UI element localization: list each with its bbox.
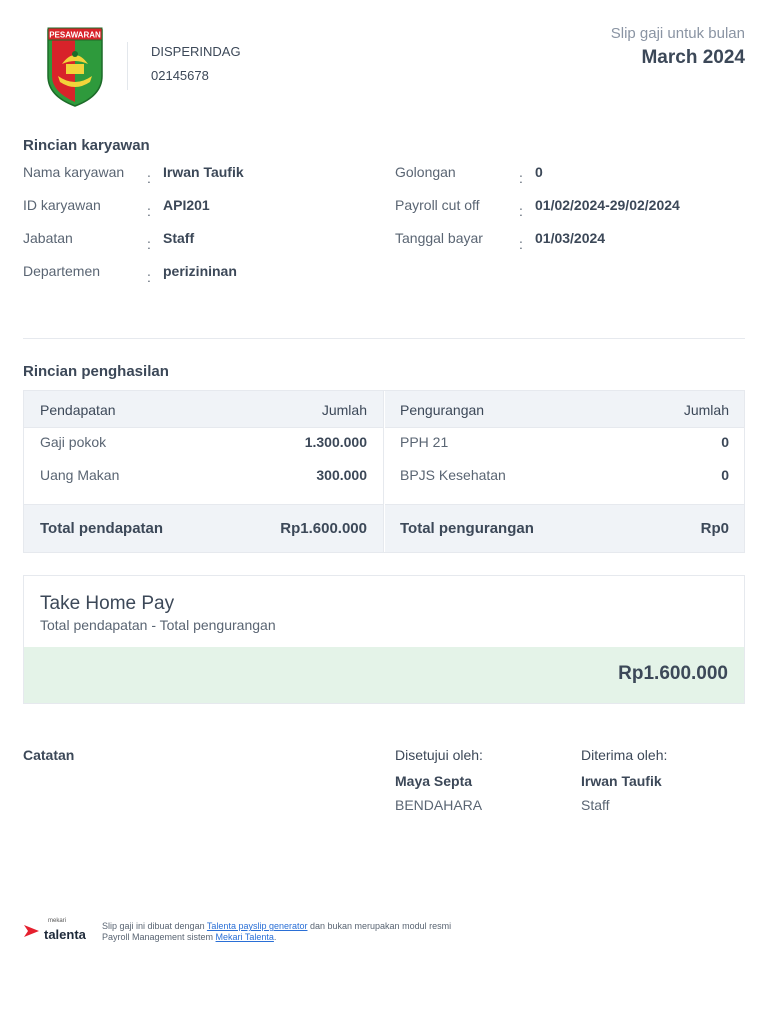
deductions-total-label: Total pengurangan [400, 520, 534, 537]
org-name: DISPERINDAG [151, 44, 241, 59]
pay-date-label: Tanggal bayar [395, 230, 483, 246]
approved-by-role: BENDAHARA [395, 797, 483, 813]
colon: : [147, 203, 151, 219]
earnings-column [24, 391, 384, 552]
footer-disclaimer [102, 921, 462, 943]
colon: : [519, 170, 523, 186]
deductions-row-value: 0 [721, 434, 729, 450]
header-divider [127, 42, 128, 90]
earnings-row-label: Gaji pokok [40, 434, 107, 450]
slip-period [611, 25, 745, 70]
take-home-pay-amount: Rp1.600.000 [618, 663, 728, 684]
received-by-role: Staff [581, 797, 610, 813]
earnings-row [24, 431, 383, 455]
earnings-row-value: 300.000 [316, 467, 367, 483]
footer-brand-small: mekari [48, 918, 67, 924]
approved-by-name: Maya Septa [395, 773, 473, 789]
department-value: perizininan [163, 263, 237, 279]
mekari-talenta-link[interactable]: Mekari Talenta [215, 932, 274, 942]
deductions-header-label: Pengurangan [400, 402, 485, 418]
earnings-total-label: Total pendapatan [40, 520, 164, 537]
earnings-row-value: 1.300.000 [304, 434, 367, 450]
earnings-row-label: Uang Makan [40, 467, 120, 483]
colon: : [147, 269, 151, 285]
earnings-header-amount: Jumlah [321, 402, 367, 418]
earnings-row [24, 464, 383, 488]
earnings-total-value: Rp1.600.000 [280, 520, 367, 537]
payroll-cutoff-label: Payroll cut off [395, 197, 480, 213]
deductions-total [385, 504, 744, 552]
svg-text:PESAWARAN: PESAWARAN [49, 30, 101, 40]
slip-month: March 2024 [641, 47, 745, 68]
colon: : [519, 203, 523, 219]
position-label: Jabatan [23, 230, 73, 246]
footer-text-2: dan bukan merupakan modul resmi Payroll Management sistem [102, 921, 452, 942]
talenta-payslip-generator-link[interactable]: Talenta payslip generator [206, 921, 308, 931]
payroll-cutoff-value: 01/02/2024-29/02/2024 [535, 197, 680, 213]
take-home-pay-subtitle: Total pendapatan - Total pengurangan [40, 617, 276, 633]
grade-label: Golongan [395, 164, 456, 180]
org-id: 02145678 [151, 68, 209, 83]
employee-id-label: ID karyawan [23, 197, 101, 213]
slip-label: Slip gaji untuk bulan [610, 25, 745, 42]
colon: : [519, 236, 523, 252]
pay-date-value: 01/03/2024 [535, 230, 606, 246]
income-section-title: Rincian penghasilan [23, 363, 169, 380]
colon: : [147, 170, 151, 186]
employee-id-value: API201 [163, 197, 210, 213]
footer-brand: talenta [44, 927, 86, 942]
position-value: Staff [163, 230, 195, 246]
earnings-total [24, 504, 383, 552]
department-label: Departemen [23, 263, 101, 279]
take-home-pay-title: Take Home Pay [40, 593, 175, 614]
take-home-pay-card [23, 575, 745, 704]
deductions-total-value: Rp0 [700, 520, 729, 537]
employee-name-value: Irwan Taufik [163, 164, 244, 180]
deductions-column [385, 391, 744, 552]
notes-label: Catatan [23, 747, 75, 763]
grade-value: 0 [535, 164, 543, 180]
colon: : [147, 236, 151, 252]
section-divider [23, 338, 745, 339]
footer-text-3: . [273, 932, 277, 942]
employee-section-title: Rincian karyawan [23, 137, 150, 154]
pesawaran-logo [44, 24, 106, 108]
deductions-row [385, 464, 744, 488]
deductions-row-label: PPH 21 [400, 434, 449, 450]
deductions-row [385, 431, 744, 455]
deductions-row-label: BPJS Kesehatan [400, 467, 506, 483]
employee-name-label: Nama karyawan [23, 164, 125, 180]
earnings-header-label: Pendapatan [40, 402, 116, 418]
take-home-pay-bar [24, 647, 744, 703]
deductions-header [385, 391, 744, 428]
deductions-row-value: 0 [721, 467, 729, 483]
approved-by-label: Disetujui oleh: [395, 747, 483, 763]
received-by-label: Diterima oleh: [581, 747, 668, 763]
deductions-header-amount: Jumlah [683, 402, 729, 418]
received-by-name: Irwan Taufik [581, 773, 662, 789]
footer-text-1: Slip gaji ini dibuat dengan [102, 921, 207, 931]
earnings-header [24, 391, 383, 428]
income-table [23, 390, 745, 553]
organization-info [151, 44, 241, 84]
